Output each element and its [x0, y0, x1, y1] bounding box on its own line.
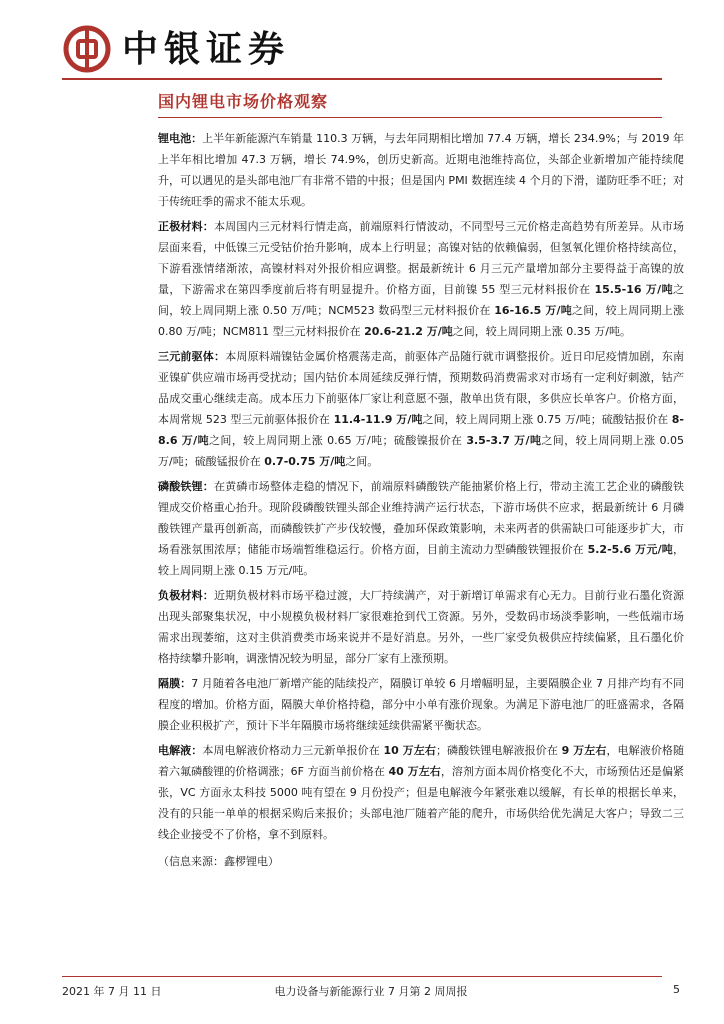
price-value: 40 万左右 [388, 765, 441, 778]
paragraph-lead: 电解液： [158, 744, 203, 757]
header [62, 20, 662, 80]
price-value: 9 万左右 [561, 744, 607, 757]
paragraph [158, 128, 684, 212]
footer [62, 983, 680, 1001]
paragraph-text: ，溶剂方面本周价格变化不大，市场预估还是偏紧张，VC 方面永太科技 5000 吨有望在 9 月份投产；但是电解液今年紧张难以缓解，有长单的根据长单来，没有的只能一单单的根据采购后来报价；头部电池厂随着产能的爬升，市场供给优先满足大客户；导致二三线企业接受不了价格，拿不到原料。 [158, 765, 685, 841]
price-value: 16-16.5 万/吨 [494, 304, 573, 317]
paragraph-text: ，较上周同期上涨 0.15 万元/吨。 [158, 543, 684, 577]
paragraph-text: 之间，较上周同期上涨 0.80 万/吨；NCM811 型三元材料报价在 [158, 304, 684, 338]
paragraph-text: 上半年新能源汽车销量 110.3 万辆，与去年同期相比增加 77.4 万辆，增长 234.9%；与 2019 年上半年相比增加 47.3 万辆，增长 74.9%，创历史新高。近期电池维持高位，头部企业新增加产能持续爬升，可以遇见的是头部电池厂有非常不错的中报；但是国内 PMI 数据连续 4 个月的下滑，谨防旺季不旺；对于传统旺季的需求不能太乐观。 [158, 132, 684, 208]
article-body [158, 128, 684, 872]
paragraph-lead: 锂电池： [158, 132, 203, 145]
header-rule [62, 78, 662, 80]
bank-of-china-logo-icon [62, 24, 112, 74]
paragraph [158, 216, 684, 342]
paragraph-lead: 磷酸铁锂： [158, 480, 214, 493]
price-value: 10 万左右 [383, 744, 436, 757]
paragraph-list [158, 128, 684, 845]
report-date: 2021 年 7 月 11 日 [62, 985, 162, 998]
price-value: 5.2-5.6 万元/吨 [587, 543, 673, 556]
paragraph [158, 585, 684, 669]
price-value: 0.7-0.75 万/吨 [264, 455, 346, 468]
paragraph-text: 之间，较上周同期上涨 0.65 万/吨；硫酸镍报价在 [209, 434, 467, 447]
paragraph-text: 之间，较上周同期上涨 0.05 万/吨；硫酸锰报价在 [158, 434, 684, 468]
paragraph-text: 在黄磷市场整体走稳的情况下，前端原料磷酸铁产能抽紧价格上行，带动主流工艺企业的磷酸铁锂成交价格重心抬升。现阶段磷酸铁锂头部企业维持满产运行状态，下游市场供不应求，据最新统计 6 月磷酸铁锂产量再创新高，而磷酸铁扩产步伐较慢，叠加环保政策影响，未来两者的供需缺口可能逐步扩大，市场看涨氛围浓厚；储能市场端暂维稳运行。价格方面，目前主流动力型磷酸铁锂报价在 [158, 480, 685, 556]
paragraph-lead: 负极材料： [158, 589, 214, 602]
report-name: 电力设备与新能源行业 7 月第 2 周周报 [274, 985, 468, 998]
paragraph [158, 740, 684, 845]
paragraph [158, 673, 684, 736]
paragraph [158, 476, 684, 581]
price-value: 3.5-3.7 万/吨 [466, 434, 542, 447]
page-number: 5 [673, 983, 680, 996]
footer-rule [62, 976, 662, 977]
paragraph-text: 之间，较上周同期上涨 0.75 万/吨；硫酸钴报价在 [422, 413, 672, 426]
paragraph-text: 本周电解液价格动力三元新单报价在 [202, 744, 384, 757]
paragraph-text: 本周原料端镍钴金属价格震荡走高，前驱体产品随行就市调整报价。近日印尼疫情加剧，东南亚镍矿供应端市场再受扰动；国内钴价本周延续反弹行情，预期数码消费需求对市场有一定利好刺激，钴产品成交重心继续走高。成本压力下前驱体厂家让利意愿不强，散单出货有限，多供应长单客户。价格方面，本周常规 523 型三元前驱体报价在 [158, 350, 685, 426]
paragraph-text: ；磷酸铁锂电解液报价在 [435, 744, 562, 757]
title-rule [158, 117, 662, 118]
paragraph [158, 346, 684, 472]
paragraph-text: 之间，较上周同期上涨 0.50 万/吨；NCM523 数码型三元材料报价在 [158, 283, 684, 317]
paragraph-text: 本周国内三元材料行情走高，前端原料行情波动，不同型号三元价格走高趋势有所差异。从市场层面来看，中低镍三元受钴价抬升影响，成本上行明显；高镍对钴的依赖偏弱，但氢氧化锂价格持续高位，下游看涨情绪渐浓，高镍材料对外报价相应调整。据最新统计 6 月三元产量增加部分主要得益于高镍的放量，下游需求在第四季度前后将有明显提升。价格方面，目前镍 55 型三元材料报价在 [158, 220, 685, 296]
paragraph-lead: 三元前驱体： [158, 350, 226, 363]
price-value: 20.6-21.2 万/吨 [364, 325, 453, 338]
paragraph-lead: 正极材料： [158, 220, 214, 233]
price-value: 8-8.6 万/吨 [158, 413, 684, 447]
source-note: （信息来源：鑫椤锂电） [158, 855, 279, 868]
paragraph-text: 之间。 [345, 455, 379, 468]
price-value: 11.4-11.9 万/吨 [333, 413, 423, 426]
paragraph-text: 之间，较上周同期上涨 0.35 万/吨。 [452, 325, 631, 338]
price-value: 15.5-16 万/吨 [594, 283, 673, 296]
paragraph-text: ，电解液价格随着六氟磷酸锂的价格调涨；6F 方面当前价格在 [158, 744, 685, 778]
section-title: 国内锂电市场价格观察 [158, 92, 329, 111]
paragraph-text: 7 月随着各电池厂新增产能的陆续投产，隔膜订单较 6 月增幅明显，主要隔膜企业 7 月排产均有不同程度的增加。价格方面，隔膜大单价格持稳，部分中小单有涨价现象。为满足下游电池厂的旺盛需求，各隔膜企业积极扩产，预计下半年隔膜市场将继续延续供需紧平衡状态。 [158, 677, 685, 732]
paragraph-lead: 隔膜： [158, 677, 192, 690]
brand-name: 中银证券 [122, 29, 291, 70]
paragraph-text: 近期负极材料市场平稳过渡，大厂持续满产，对于新增订单需求有心无力。目前行业石墨化资源出现头部聚集状况，中小规模负极材料厂家很难抢到代工资源。另外，受数码市场淡季影响，一些低端市场需求出现萎缩，这对主供消费类市场来说并不是好消息。另外，一些厂家受负极供应持续偏紧，且石墨化价格持续攀升影响，调涨情况较为明显，部分厂家有上涨预期。 [158, 589, 685, 665]
